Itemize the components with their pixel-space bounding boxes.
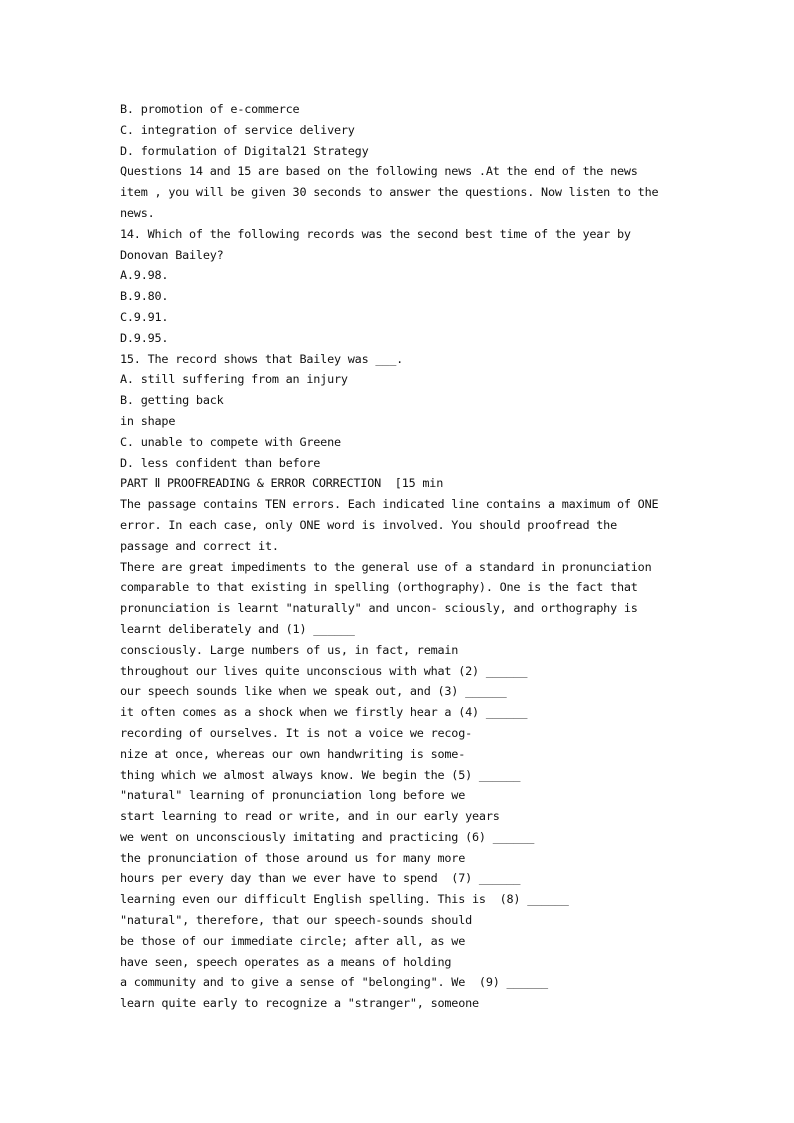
text-line: in shape: [120, 413, 176, 428]
passage-line: comparable to that existing in spelling (orthography). One is the fact that: [120, 580, 638, 595]
passage-line: pronunciation is learnt "naturally" and uncon- sciously, and orthography is: [120, 601, 638, 616]
answer-option: A. still suffering from an injury: [120, 372, 348, 387]
passage-line: "natural", therefore, that our speech-sounds should: [120, 913, 473, 928]
passage-line: it often comes as a shock when we firstly hear a (4) ______: [120, 705, 528, 720]
text-line: item , you will be given 30 seconds to answer the questions. Now listen to the: [120, 185, 659, 200]
answer-option: D. less confident than before: [120, 455, 321, 470]
passage-line: a community and to give a sense of "belonging". We (9) ______: [120, 975, 548, 990]
text-line: Questions 14 and 15 are based on the following news .At the end of the news: [120, 164, 638, 179]
passage-line: have seen, speech operates as a means of holding: [120, 954, 452, 969]
passage-line: There are great impediments to the general use of a standard in pronunciation: [120, 559, 652, 574]
answer-option: D.9.95.: [120, 330, 169, 345]
text-line: B. promotion of e-commerce: [120, 102, 300, 116]
passage-line: "natural" learning of pronunciation long before we: [120, 788, 466, 803]
answer-option: B. getting back: [120, 393, 224, 408]
passage-line: consciously. Large numbers of us, in fact, remain: [120, 642, 459, 657]
instructions-line: passage and correct it.: [120, 538, 279, 553]
instructions-line: error. In each case, only ONE word is involved. You should proofread the: [120, 517, 617, 532]
text-line: news.: [120, 205, 155, 220]
passage-line: learn quite early to recognize a "stranger", someone: [120, 996, 479, 1011]
answer-option: A.9.98.: [120, 268, 169, 283]
passage-line: we went on unconsciously imitating and practicing (6) ______: [120, 829, 535, 844]
passage-line: learning even our difficult English spelling. This is (8) ______: [120, 892, 569, 907]
passage-line: our speech sounds like when we speak out, and (3) ______: [120, 684, 507, 699]
passage-line: thing which we almost always know. We begin the (5) ______: [120, 767, 521, 782]
passage-line: hours per every day than we ever have to spend (7) ______: [120, 871, 521, 886]
passage-line: the pronunciation of those around us for many more: [120, 850, 466, 865]
answer-option: B.9.80.: [120, 289, 169, 304]
answer-option: C. unable to compete with Greene: [120, 434, 341, 449]
passage-line: be those of our immediate circle; after all, as we: [120, 933, 466, 948]
instructions-line: The passage contains TEN errors. Each indicated line contains a maximum of ONE: [120, 497, 659, 512]
answer-option: C.9.91.: [120, 309, 169, 324]
document-page: [120, 99, 680, 1014]
passage-line: learnt deliberately and (1) ______: [120, 621, 355, 636]
text-line: D. formulation of Digital21 Strategy: [120, 143, 369, 158]
passage-line: recording of ourselves. It is not a voice we recog-: [120, 725, 473, 740]
passage-line: start learning to read or write, and in our early years: [120, 809, 500, 824]
passage-line: throughout our lives quite unconscious with what (2) ______: [120, 663, 528, 678]
passage-line: nize at once, whereas our own handwriting is some-: [120, 746, 466, 761]
section-heading: PART Ⅱ PROOFREADING & ERROR CORRECTION [15 min: [120, 476, 444, 491]
question-14: 14. Which of the following records was the second best time of the year by: [120, 226, 631, 241]
text-line: C. integration of service delivery: [120, 122, 355, 137]
text-line: Donovan Bailey?: [120, 247, 224, 262]
question-15: 15. The record shows that Bailey was ___.: [120, 351, 403, 366]
